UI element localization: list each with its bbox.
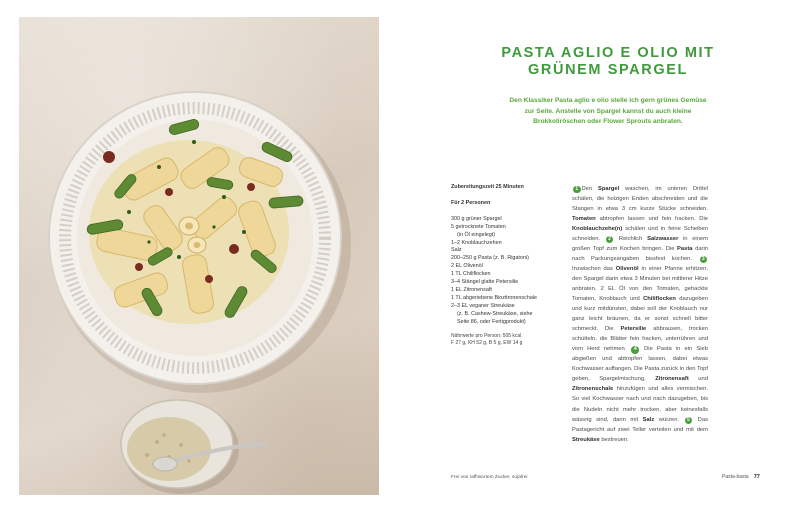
recipe-photo xyxy=(19,17,379,495)
recipe-meta xyxy=(451,184,566,347)
section-name: Pasta-basta xyxy=(722,474,749,480)
title-line-2: GRÜNEM SPARGEL xyxy=(528,62,688,78)
ingredient: Salz xyxy=(451,247,462,254)
step-text: Inzwischen das xyxy=(572,265,616,272)
nutrition-line-2: F 27 g, KH 52 g, B 5 g, EW 14 g xyxy=(451,339,523,346)
ingredient: 1–2 Knoblauchzehen xyxy=(451,239,502,246)
step-text: Das Pastagericht auf zwei Teller verteilen und mit dem xyxy=(572,416,708,433)
step-text: schälen und in feine Scheiben schneiden. xyxy=(572,225,708,242)
ingredient-list xyxy=(451,216,566,327)
step-text: würzen. xyxy=(654,416,684,423)
step-text: in einer Pfanne erhitzen, den Spargel darin etwa 3 Minuten bei mittlerer Hitze anbraten. 2 EL Öl von den Tomaten, gehackte Tomaten, Knoblauch und xyxy=(572,265,708,303)
recipe-steps xyxy=(572,184,708,445)
step-text: dazugeben und kurz mitdünsten, dabei soll der Knoblauch nur ganz leicht bräunen, da er sonst schnell bitter schmeckt. Die xyxy=(572,296,708,333)
recipe-title xyxy=(440,45,776,79)
step-number-1: 1 xyxy=(573,186,581,194)
step-text: Die Pasta in ein Sieb abgießen und abtropfen lassen, dabei etwas Kochwasser auffangen. Die Pasta zurück in den Topf geben, Spargelmischung, xyxy=(572,346,708,383)
step-number-4: 4 xyxy=(631,346,639,354)
step-text: Reichlich xyxy=(614,235,648,242)
step-text: waschen, im unteren Drittel schälen, die holzigen Enden abschneiden und die Stangen in etwa 3 cm kurze Stücke schneiden. xyxy=(572,185,708,212)
title-line-1: PASTA AGLIO E OLIO MIT xyxy=(501,45,715,61)
footer-note: Frei von raffiniertem Zucker, sojafrei xyxy=(451,475,528,480)
recipe-intro: Den Klassiker Pasta aglio e olio stelle ich gern grünes Gemüse zur Seite. Anstelle von Spargel kannst du auch kleine Brokkoliröschen oder Flower Sprouts anbraten. xyxy=(509,97,707,125)
ingredient: 5 getrocknete Tomaten xyxy=(451,223,506,230)
step-number-3: 3 xyxy=(700,256,708,264)
step-text: abbrausen, trocken schütteln, die Blätter fein hacken, unterrühren und vom Herd nehmen. xyxy=(572,326,708,353)
step-text: in einem großen Topf zum Kochen bringen. Die xyxy=(572,235,708,252)
pasta-plate-illustration xyxy=(19,17,379,495)
nutrition-info xyxy=(451,333,566,348)
ingredient: 1 TL abgeriebene Biozitronenschale xyxy=(451,294,538,301)
step-ingredient-highlight: Chiliflocken xyxy=(643,296,676,303)
step-ingredient-highlight: Tomaten xyxy=(572,215,596,222)
step-ingredient-highlight: Streukäse xyxy=(572,436,600,443)
step-ingredient-highlight: Olivenöl xyxy=(615,265,639,272)
step-ingredient-highlight: Spargel xyxy=(597,185,620,192)
step-number-5: 5 xyxy=(685,417,693,425)
step-text: darin nach Packungsangaben bissfest kochen. xyxy=(572,245,708,262)
step-text: hinzufügen und alles vermischen. So viel Kochwasser nach und nach dazugeben, bis die Nudeln nicht mehr trocken, aber keinesfalls wässrig sind, dann mit xyxy=(572,386,708,423)
step-ingredient-highlight: Salzwasser xyxy=(647,235,679,242)
step-ingredient-highlight: Salz xyxy=(642,416,655,423)
servings: Für 2 Personen xyxy=(451,199,491,206)
nutrition-line-1: Nährwerte pro Person: 505 kcal xyxy=(451,332,522,339)
step-text: bestreuen. xyxy=(599,436,629,443)
ingredient: 2 EL Olivenöl xyxy=(451,263,483,270)
step-number-2: 2 xyxy=(606,236,614,244)
footer-page-info xyxy=(722,474,760,480)
ingredient: 200–250 g Pasta (z. B. Rigatoni) xyxy=(451,255,529,262)
step-ingredient-highlight: Pasta xyxy=(677,245,693,252)
step-ingredient-highlight: Petersilie xyxy=(620,326,647,333)
step-text: Den xyxy=(581,185,598,192)
ingredient: 2–3 EL veganer Streukäse xyxy=(451,302,515,309)
ingredient-note: Seite 86, oder Fertigprodukt) xyxy=(457,318,526,325)
ingredient-note: (in Öl eingelegt) xyxy=(457,231,496,238)
step-ingredient-highlight: Zitronensaft xyxy=(655,376,689,383)
ingredient: 300 g grüner Spargel xyxy=(451,215,502,222)
ingredient-note: (z. B. Cashew-Streukäse, siehe xyxy=(457,310,533,317)
ingredient: 1 TL Chiliflocken xyxy=(451,271,491,278)
ingredient: 3–4 Stängel glatte Petersilie xyxy=(451,279,519,286)
prep-time: Zubereitungszeit 25 Minuten xyxy=(451,184,524,190)
step-ingredient-highlight: Knoblauchzehe(n) xyxy=(572,225,623,232)
step-text: abtropfen lassen und fein hacken. Die xyxy=(595,215,708,222)
step-ingredient-highlight: Zitronenschale xyxy=(572,386,614,393)
page-number: 77 xyxy=(753,474,760,480)
ingredient: 1 EL Zitronensaft xyxy=(451,286,492,293)
step-text: und xyxy=(688,376,708,383)
